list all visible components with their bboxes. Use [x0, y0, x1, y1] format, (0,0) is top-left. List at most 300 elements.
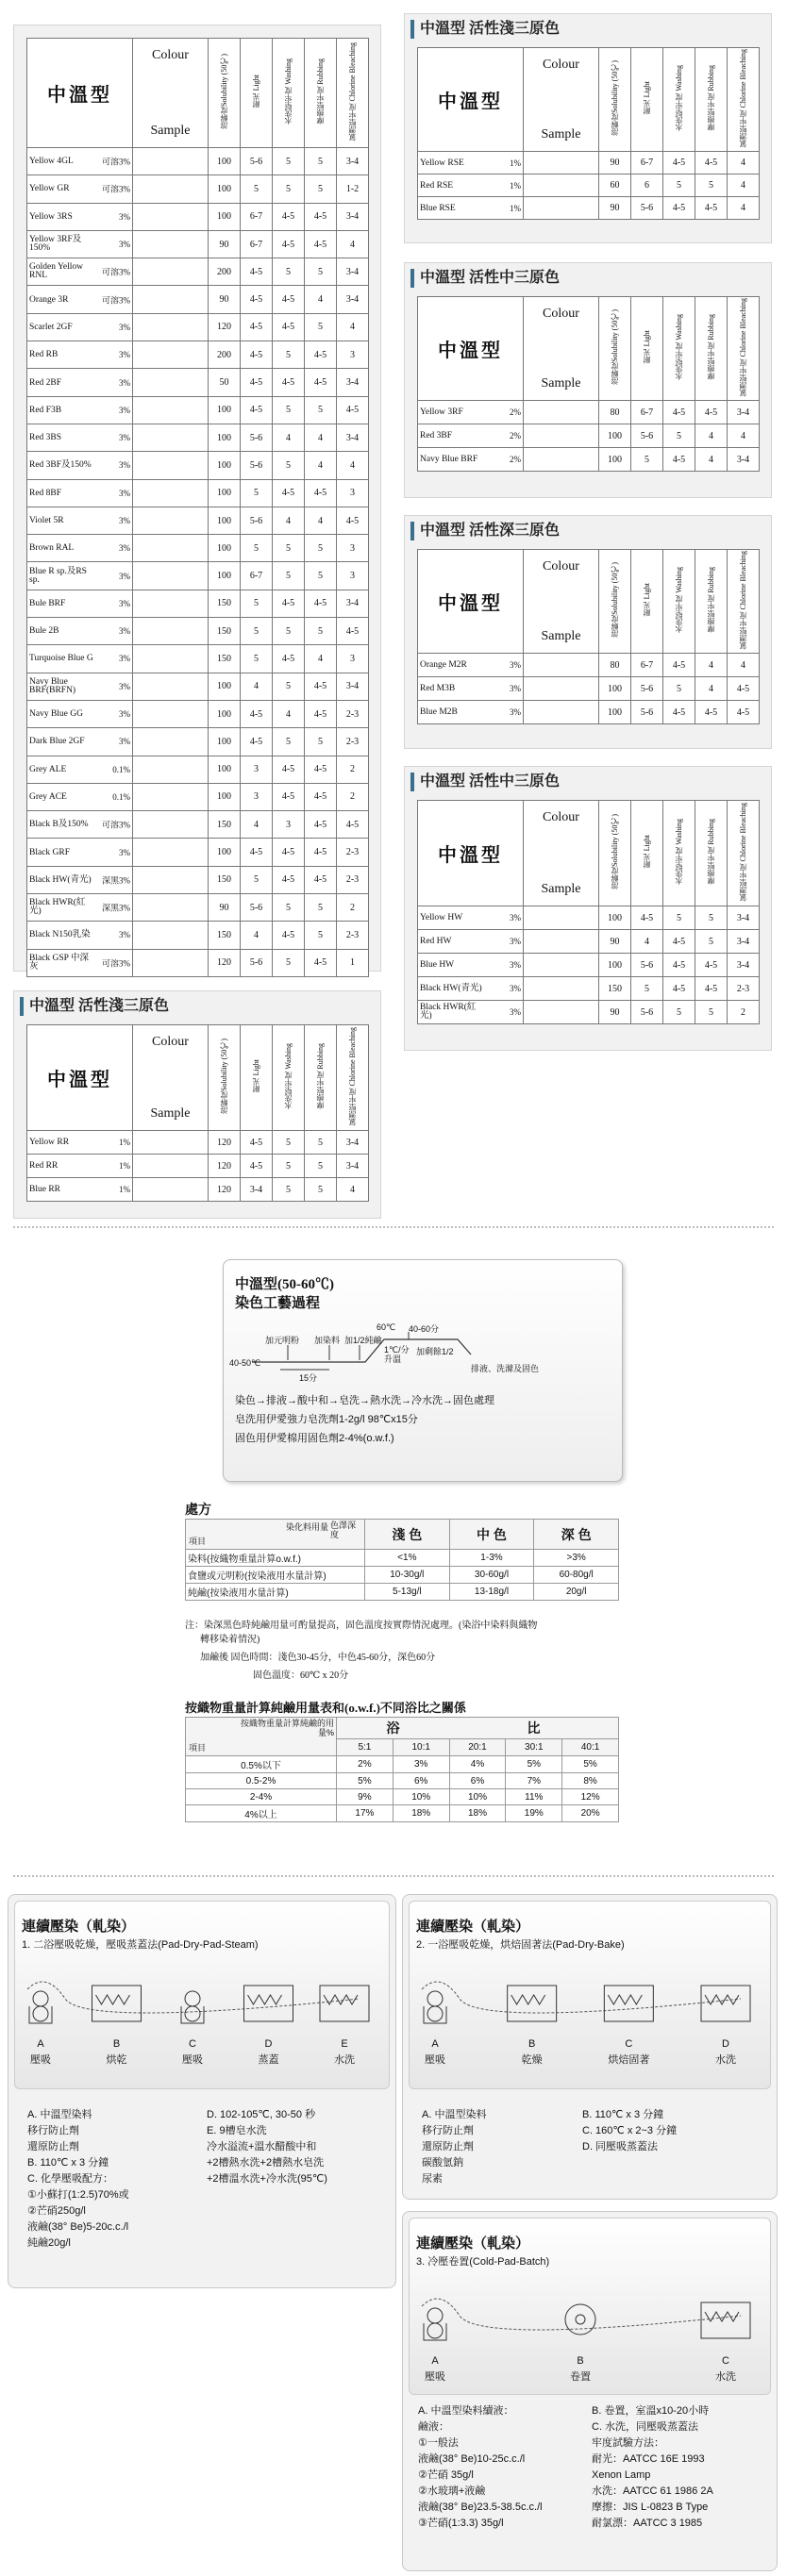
table-row — [418, 152, 760, 175]
note-left: 液鹼(38° Be)10-25c.c./l — [418, 2453, 526, 2465]
process-steps: 染色→排液→酸中和→皂洗→熱水洗→冷水洗→固色處理 — [235, 1395, 494, 1406]
header-light — [631, 48, 663, 152]
value-chl: 4 — [337, 230, 369, 258]
dye-percent: 3% — [119, 571, 130, 581]
note-right: 冷水溢流+溫水醋酸中和 — [207, 2141, 317, 2152]
recipe-value: 10-30g/l — [365, 1567, 450, 1584]
colour-swatch-cell — [524, 954, 599, 977]
note-left: ①一般法 — [418, 2437, 459, 2449]
value-rub: 5 — [305, 1131, 337, 1155]
dye-percent: 3% — [510, 937, 521, 946]
header-light-text: 耐光 Light — [252, 1059, 260, 1093]
section-title: 中溫型 活性中三原色 — [410, 773, 560, 791]
value-chl: 2 — [337, 756, 369, 783]
machine-diagram — [8, 1961, 397, 2046]
header-rubbing-text: 摩擦堅牢度 Rubbing — [707, 567, 715, 633]
dye-name — [418, 930, 524, 954]
value-wash: 4-5 — [273, 783, 305, 810]
value-light: 5-6 — [241, 424, 273, 451]
recipe-col: 淺 色 — [365, 1520, 450, 1550]
dye-percent: 1% — [119, 1161, 130, 1171]
note-left: C. 化學壓吸配方： — [27, 2173, 114, 2185]
value-light: 5-6 — [631, 954, 663, 977]
value-rub: 5 — [695, 930, 728, 954]
value-wash: 5 — [273, 1131, 305, 1155]
value-wash: 5 — [273, 1155, 305, 1178]
table-row — [418, 701, 760, 724]
stage-key: C — [625, 2038, 633, 2050]
header-rubbing-text: 摩擦堅牢度 Rubbing — [316, 1043, 325, 1109]
colour-swatch-cell — [133, 452, 209, 479]
stage-label: 烘焙固著 — [608, 2054, 650, 2066]
value-sol: 100 — [209, 396, 241, 424]
value-wash: 4-5 — [273, 313, 305, 341]
value-sol: 100 — [209, 452, 241, 479]
value-sol: 90 — [599, 930, 631, 954]
dye-name-text: Bule 2B — [29, 626, 59, 637]
value-wash: 4-5 — [273, 230, 305, 258]
ratio-row-label: 2-4% — [186, 1789, 337, 1805]
dye-percent: 3% — [510, 913, 521, 922]
value-chl: 4 — [728, 152, 760, 175]
table-row — [418, 677, 760, 701]
table-row — [27, 700, 369, 727]
stage-label: 水洗 — [334, 2054, 355, 2066]
dye-name-text: Black B及150% — [29, 820, 89, 830]
value-rub: 4-5 — [305, 783, 337, 810]
type-label: 中溫型 — [438, 845, 503, 866]
note-left: 液鹼(38° Be)23.5-38.5c.c./l — [418, 2501, 543, 2513]
dye-percent: 3% — [119, 350, 130, 360]
value-chl: 4-5 — [728, 701, 760, 724]
dye-percent: 0.1% — [112, 791, 130, 802]
value-rub: 5 — [305, 894, 337, 922]
value-light: 6-7 — [631, 654, 663, 677]
colour-swatch-cell — [133, 175, 209, 203]
header-washing — [663, 801, 695, 906]
value-rub: 4-5 — [305, 839, 337, 866]
dye-percent: 可溶3% — [102, 820, 130, 830]
dye-name — [27, 535, 133, 562]
dye-name-text: Black GSP 中深灰 — [29, 953, 89, 972]
table-row — [27, 811, 369, 839]
dye-percent: 可溶3% — [102, 184, 130, 194]
header-washing-text: 水洗堅牢度 Washing — [675, 314, 683, 380]
type-label: 中溫型 — [438, 91, 503, 112]
dye-name — [418, 1001, 524, 1024]
recipe-note-3: 加鹼後 固色時間：淺色30-45分，中色45-60分，深色60分 — [200, 1653, 436, 1663]
colour-swatch-cell — [133, 286, 209, 313]
header-washing-text: 水洗堅牢度 Washing — [675, 65, 683, 131]
value-wash: 5 — [663, 175, 695, 197]
process-box — [223, 1259, 623, 1482]
dye-name-text: Yellow GR — [29, 184, 70, 194]
section-table — [417, 800, 760, 1024]
value-rub: 5 — [305, 728, 337, 756]
header-solubility — [209, 39, 241, 148]
header-light-text: 耐光 Light — [643, 583, 651, 617]
colour-swatch-cell — [524, 930, 599, 954]
dye-name-text: Black GRF — [29, 847, 71, 857]
table-row — [27, 479, 369, 507]
dye-name-text: Navy Blue BRF — [420, 455, 478, 464]
dye-percent: 3% — [119, 598, 130, 608]
value-wash: 4-5 — [273, 922, 305, 949]
table-row — [27, 590, 369, 617]
stage-key: D — [722, 2038, 729, 2050]
note-left: A. 中溫型染料 — [27, 2109, 92, 2120]
ratio-col: 30:1 — [506, 1739, 562, 1756]
header-chlorine — [728, 48, 760, 152]
dye-percent: 3% — [510, 707, 521, 717]
note-right: 牢度試驗方法： — [592, 2437, 664, 2449]
value-wash: 4-5 — [273, 286, 305, 313]
sample-label: Sample — [541, 628, 581, 643]
colour-swatch-cell — [133, 866, 209, 893]
dye-name — [27, 396, 133, 424]
type-label-cell — [418, 297, 524, 401]
value-chl: 1-2 — [337, 175, 369, 203]
ratio-title: 按織物重量計算純鹼用量表和(o.w.f.)不同浴比之關係 — [185, 1701, 466, 1715]
ratio-value: 10% — [393, 1789, 449, 1805]
header-solubility — [599, 48, 631, 152]
stage-key: C — [189, 2038, 196, 2050]
ratio-value: 17% — [337, 1805, 394, 1822]
colour-sample-cell — [524, 550, 599, 654]
value-wash: 5 — [273, 728, 305, 756]
header-solubility-text: 溶解度Solubility (50℃) — [220, 1039, 228, 1114]
note-right: B. 卷置，室溫x10-20小時 — [592, 2405, 710, 2417]
dye-percent: 3% — [119, 405, 130, 415]
table-row — [418, 654, 760, 677]
value-light: 4 — [241, 922, 273, 949]
section-table — [417, 47, 760, 220]
value-wash: 5 — [273, 535, 305, 562]
dye-name-text: Yellow RR — [29, 1138, 70, 1147]
value-sol: 100 — [599, 906, 631, 930]
value-chl: 2 — [728, 1001, 760, 1024]
value-light: 3-4 — [241, 1178, 273, 1202]
dye-percent: 可溶3% — [102, 267, 130, 277]
time-40-60: 40-60分 — [409, 1324, 440, 1334]
dye-name-text: Black HWR(紅光) — [420, 1003, 477, 1021]
header-light-text: 耐光 Light — [252, 75, 260, 108]
colour-swatch-cell — [133, 424, 209, 451]
dye-name-text: Blue RSE — [420, 203, 456, 213]
value-chl: 2-3 — [337, 866, 369, 893]
value-wash: 4 — [273, 424, 305, 451]
header-light-text: 耐光 Light — [643, 330, 651, 364]
value-wash: 4-5 — [273, 645, 305, 673]
colour-swatch-cell — [133, 258, 209, 286]
colour-swatch-cell — [524, 1001, 599, 1024]
dye-name-text: Grey ACE — [29, 791, 67, 802]
dye-percent: 3% — [119, 737, 130, 747]
value-light: 4-5 — [241, 341, 273, 369]
value-light: 6-7 — [241, 562, 273, 590]
value-sol: 100 — [209, 562, 241, 590]
table-row — [27, 452, 369, 479]
dye-name — [418, 677, 524, 701]
value-wash: 5 — [273, 258, 305, 286]
dye-name — [27, 1178, 133, 1202]
colour-label: Colour — [543, 809, 579, 824]
colour-sample-cell — [524, 801, 599, 906]
value-light: 3 — [241, 783, 273, 810]
ratio-value: 6% — [393, 1773, 449, 1789]
ratio-table — [185, 1717, 619, 1822]
value-sol: 100 — [209, 424, 241, 451]
value-chl: 3-4 — [728, 448, 760, 472]
value-wash: 4-5 — [273, 866, 305, 893]
value-chl: 3-4 — [337, 590, 369, 617]
table-row — [27, 313, 369, 341]
stage-key: E — [341, 2038, 348, 2050]
continuous-subtitle: 1. 二浴壓吸乾燥，壓吸蒸蓋法(Pad-Dry-Pad-Steam) — [22, 1939, 259, 1951]
value-wash: 4-5 — [273, 479, 305, 507]
table-row — [186, 1567, 619, 1584]
value-chl: 3-4 — [728, 954, 760, 977]
value-sol: 200 — [209, 341, 241, 369]
value-rub: 4-5 — [305, 700, 337, 727]
continuous-subtitle: 3. 冷壓卷置(Cold-Pad-Batch) — [416, 2256, 550, 2268]
machine-diagram — [403, 2278, 779, 2363]
value-rub: 5 — [695, 175, 728, 197]
note-right: C. 水洗，同壓吸蒸蓋法 — [592, 2421, 699, 2433]
value-sol: 100 — [599, 424, 631, 448]
colour-sample-cell — [524, 297, 599, 401]
header-chlorine — [337, 1025, 369, 1131]
value-wash: 5 — [273, 894, 305, 922]
value-wash: 5 — [663, 906, 695, 930]
colour-swatch-cell — [524, 977, 599, 1001]
dye-name — [27, 1155, 133, 1178]
table-row — [27, 1178, 369, 1202]
value-chl: 4-5 — [728, 677, 760, 701]
value-rub: 4-5 — [305, 369, 337, 396]
ratio-row-label: 4%以上 — [186, 1805, 337, 1822]
dye-percent: 3% — [510, 984, 521, 993]
value-sol: 150 — [209, 811, 241, 839]
header-washing-text: 水洗堅牢度 Washing — [284, 1043, 293, 1109]
value-sol: 150 — [599, 977, 631, 1001]
section-title: 中溫型 活性深三原色 — [410, 522, 560, 540]
stage-label: 壓吸 — [425, 2371, 445, 2383]
value-sol: 90 — [599, 1001, 631, 1024]
section-title: 中溫型 活性淺三原色 — [410, 20, 560, 39]
dye-name-text: Black HW(青光) — [420, 984, 482, 993]
stage-label: 壓吸 — [30, 2054, 51, 2066]
stage-key: C — [722, 2355, 729, 2367]
value-chl: 2-3 — [337, 728, 369, 756]
note-left: ①小蘇打(1:2.5)70%或 — [27, 2189, 129, 2201]
value-wash: 5 — [663, 424, 695, 448]
dye-name-text: Bule BRF — [29, 598, 66, 608]
dye-name — [418, 654, 524, 677]
value-chl: 3 — [337, 562, 369, 590]
value-light: 5-6 — [631, 1001, 663, 1024]
dye-name-text: Blue M2B — [420, 707, 458, 717]
dye-name — [27, 783, 133, 810]
value-sol: 120 — [209, 949, 241, 976]
value-chl: 1 — [337, 949, 369, 976]
value-light: 5 — [241, 590, 273, 617]
value-light: 5 — [631, 448, 663, 472]
colour-swatch-cell — [524, 175, 599, 197]
colour-label: Colour — [543, 306, 579, 321]
ratio-value: 3% — [393, 1756, 449, 1773]
dye-percent: 3% — [510, 684, 521, 693]
dye-name-text: Black HWR(紅光) — [29, 898, 86, 917]
value-sol: 200 — [209, 258, 241, 286]
value-chl: 3-4 — [728, 906, 760, 930]
dye-name-text: Navy Blue BRF(BRFN) — [29, 676, 76, 695]
value-rub: 4 — [695, 677, 728, 701]
dye-name — [27, 286, 133, 313]
value-rub: 5 — [305, 148, 337, 175]
value-sol: 100 — [599, 701, 631, 724]
value-light: 4-5 — [241, 286, 273, 313]
dye-name-text: Red HW — [420, 937, 452, 946]
header-solubility-text: 溶解度Solubility (50℃) — [611, 814, 619, 889]
colour-swatch-cell — [524, 448, 599, 472]
dye-name — [27, 341, 133, 369]
table-row — [27, 673, 369, 700]
value-light: 4-5 — [241, 1131, 273, 1155]
header-rubbing-text: 摩擦堅牢度 Rubbing — [707, 819, 715, 885]
colour-swatch-cell — [133, 313, 209, 341]
dye-name — [27, 479, 133, 507]
value-sol: 100 — [209, 700, 241, 727]
value-chl: 4 — [728, 654, 760, 677]
label-temp-40-50: 40-50℃ — [229, 1358, 261, 1368]
value-rub: 5 — [305, 313, 337, 341]
dye-name — [27, 618, 133, 645]
note-right: E. 9槽皂水洗 — [207, 2125, 267, 2136]
note-right: 水洗：AATCC 61 1986 2A — [592, 2485, 713, 2497]
table-row — [27, 562, 369, 590]
ratio-h-ratio: 比 — [449, 1718, 618, 1739]
colour-swatch-cell — [133, 618, 209, 645]
colour-swatch-cell — [133, 230, 209, 258]
type-label-cell — [418, 550, 524, 654]
value-sol: 150 — [209, 866, 241, 893]
table-row — [418, 954, 760, 977]
dye-name — [27, 562, 133, 590]
colour-swatch-cell — [133, 341, 209, 369]
type-label: 中溫型 — [47, 85, 112, 106]
value-wash: 4-5 — [273, 203, 305, 230]
ratio-h-bath: 浴 — [337, 1718, 450, 1739]
dye-name — [27, 148, 133, 175]
dye-name-text: Yellow HW — [420, 913, 463, 922]
value-sol: 90 — [599, 152, 631, 175]
dye-name-text: Black HW(青光) — [29, 874, 92, 885]
header-washing-text: 水洗堅牢度 Washing — [675, 819, 683, 885]
table-row — [418, 448, 760, 472]
value-wash: 4-5 — [273, 839, 305, 866]
table-row — [418, 930, 760, 954]
value-sol: 120 — [209, 1131, 241, 1155]
value-rub: 4-5 — [695, 977, 728, 1001]
dye-percent: 1% — [119, 1138, 130, 1147]
value-chl: 2-3 — [337, 700, 369, 727]
recipe-h-item: 項目 — [189, 1537, 207, 1546]
type-label-cell — [27, 1025, 133, 1131]
value-wash: 4 — [273, 700, 305, 727]
value-light: 6-7 — [241, 230, 273, 258]
ratio-value: 20% — [562, 1805, 619, 1822]
ratio-value: 10% — [449, 1789, 506, 1805]
value-wash: 5 — [273, 562, 305, 590]
value-wash: 5 — [273, 949, 305, 976]
header-light — [241, 39, 273, 148]
dye-name — [27, 258, 133, 286]
value-chl: 4 — [337, 1178, 369, 1202]
value-rub: 5 — [305, 396, 337, 424]
process-subtitle: 染色工藝過程 — [235, 1296, 321, 1311]
value-sol: 100 — [599, 448, 631, 472]
stage-label: 卷置 — [570, 2371, 591, 2383]
value-rub: 4-5 — [695, 197, 728, 220]
value-chl: 3-4 — [728, 930, 760, 954]
value-rub: 4 — [305, 645, 337, 673]
stage-label: 烘乾 — [106, 2054, 127, 2066]
value-light: 5-6 — [631, 701, 663, 724]
colour-swatch-cell — [133, 148, 209, 175]
value-sol: 150 — [209, 618, 241, 645]
value-rub: 5 — [305, 618, 337, 645]
value-rub: 4-5 — [305, 479, 337, 507]
table-row — [27, 645, 369, 673]
value-sol: 90 — [209, 230, 241, 258]
dye-percent: 3% — [510, 1007, 521, 1017]
stage-key: A — [431, 2038, 439, 2050]
value-rub: 5 — [305, 922, 337, 949]
header-solubility — [599, 550, 631, 654]
process-fix: 固色用伊愛棉用固色劑2-4%(o.w.f.) — [235, 1433, 394, 1444]
value-chl: 3-4 — [337, 424, 369, 451]
dye-name-text: Navy Blue GG — [29, 709, 83, 720]
value-chl: 3-4 — [337, 673, 369, 700]
colour-swatch-cell — [133, 756, 209, 783]
dye-name-text: Blue RR — [29, 1185, 60, 1194]
note-right: B. 110℃ x 3 分鐘 — [582, 2109, 664, 2120]
ratio-value: 12% — [562, 1789, 619, 1805]
dye-name — [27, 230, 133, 258]
value-chl: 4 — [728, 175, 760, 197]
separator — [13, 1226, 774, 1228]
colour-swatch-cell — [133, 1155, 209, 1178]
value-wash: 5 — [273, 175, 305, 203]
value-rub: 4 — [305, 286, 337, 313]
dye-name-text: Yellow 3RS — [29, 211, 73, 222]
value-sol: 150 — [209, 645, 241, 673]
sample-label: Sample — [541, 126, 581, 141]
note-left: 移行防止劑 — [422, 2125, 474, 2136]
table-row — [27, 341, 369, 369]
colour-swatch-cell — [524, 424, 599, 448]
table-row — [186, 1756, 619, 1773]
table-row — [186, 1550, 619, 1567]
table-row — [27, 922, 369, 949]
note-right: +2槽溫水洗+冷水洗(95℃) — [207, 2173, 327, 2185]
header-chlorine — [728, 801, 760, 906]
dye-percent: 可溶3% — [102, 958, 130, 969]
value-rub: 4-5 — [305, 230, 337, 258]
separator — [13, 1875, 774, 1877]
dye-name — [418, 175, 524, 197]
